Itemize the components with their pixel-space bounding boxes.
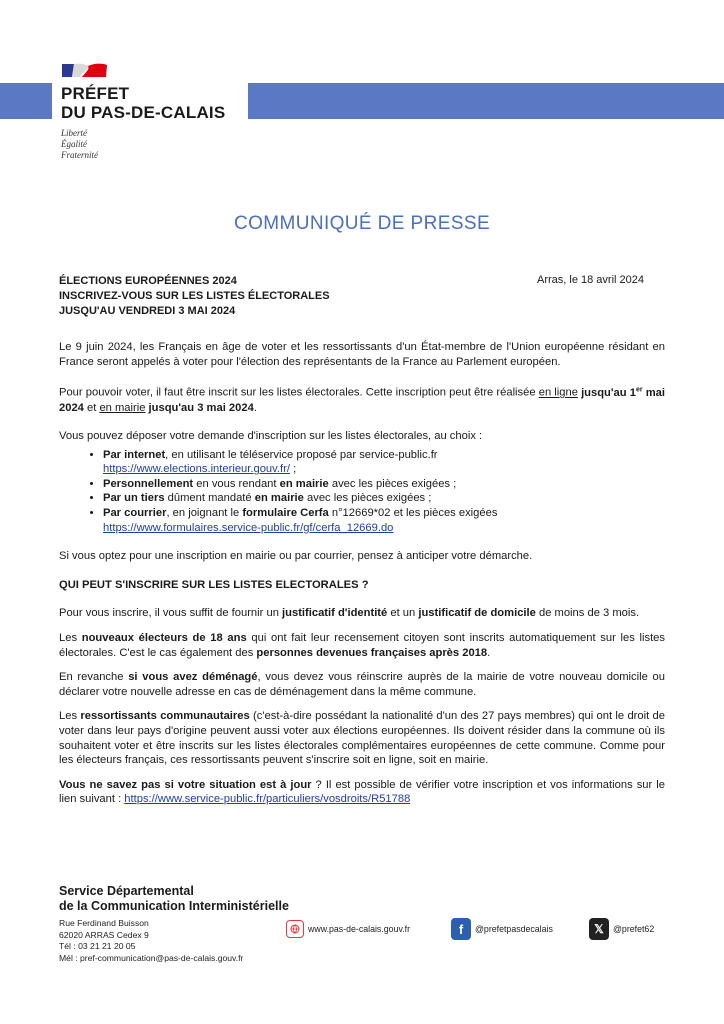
devise-fraternite: Fraternité	[61, 150, 98, 160]
service-line-2: de la Communication Interministérielle	[59, 899, 289, 913]
list-item: • Par courrier, en joignant le formulaire Cerfa n°12669*02 et les pièces exigées https://www.formulaires.service-public.fr/gf/cerfa_12669.do	[103, 506, 665, 535]
x-contact[interactable]	[589, 918, 654, 940]
service-line-1: Service Départemental	[59, 884, 194, 898]
headline	[59, 274, 330, 319]
paragraph-check: Vous ne savez pas si votre situation est à jour ? Il est possible de vérifier votre inscription et vos informations sur le lien suivant : https://www.service-public.fr/particuliers/vosdroits/R51788	[59, 778, 665, 806]
paragraph-registration: Pour pouvoir voter, il faut être inscrit sur les listes électorales. Cette inscription peut être réalisée en ligne jusqu'au 1er mai 2024 et en mairie jusqu'au 3 mai 2024.	[59, 386, 665, 414]
underline-en-mairie: en mairie	[99, 401, 146, 414]
paragraph-documents: Pour vous inscrire, il vous suffit de fournir un justificatif d'identité et un justificatif de domicile de moins de 3 mois.	[59, 607, 640, 620]
paragraph-options-intro: Vous pouvez déposer votre demande d'inscription sur les listes électorales, au choix :	[59, 430, 483, 443]
facebook-icon: f	[451, 918, 471, 940]
service-public-link[interactable]: https://www.service-public.fr/particuliers/vosdroits/R51788	[124, 793, 411, 806]
facebook-handle[interactable]: @prefetpasdecalais	[475, 924, 553, 934]
headline-line-2: INSCRIVEZ-VOUS SUR LES LISTES ÉLECTORALES	[59, 290, 330, 302]
prefet-line-2: DU PAS-DE-CALAIS	[61, 103, 226, 122]
options-list	[59, 448, 665, 536]
list-item: • Par un tiers dûment mandaté en mairie avec les pièces exigées ;	[103, 491, 665, 506]
underline-en-ligne: en ligne	[538, 386, 578, 399]
paragraph-new-voters: Les nouveaux électeurs de 18 ans qui ont fait leur recensement citoyen sont inscrits automatiquement sur les listes électorales. C'est le cas également des personnes devenues françaises après 2018.	[59, 632, 665, 659]
prefet-line-1: PRÉFET	[61, 84, 130, 103]
footer-service	[59, 884, 289, 914]
paragraph-eu-citizens: Les ressortissants communautaires (c'est-à-dire possédant la nationalité d'un des 27 pays membres) qui ont le droit de voter dans leur pays d'origine peuvent aussi voter aux élections européennes. Ils doivent résider dans la commune où ils souhaitent voter et être inscrits sur les listes électorales complémentaires européennes de cette commune. Comme pour les électeurs français, ces ressortissants peuvent s'inscrire soit en ligne, soit en mairie.	[59, 710, 665, 767]
list-item: • Personnellement en vous rendant en mairie avec les pièces exigées ;	[103, 477, 665, 492]
paragraph-moved: En revanche si vous avez déménagé, vous devez vous réinscrire auprès de la mairie de votre nouveau domicile ou déclarer votre nouvelle adresse en cas de déménagement dans la même commune.	[59, 671, 665, 698]
address-phone: Tél : 03 21 21 20 05	[59, 941, 136, 951]
address-city: 62020 ARRAS Cedex 9	[59, 929, 149, 940]
address-street: Rue Ferdinand Buisson	[59, 918, 149, 928]
x-icon: 𝕏	[589, 918, 609, 940]
globe-icon	[286, 920, 304, 938]
facebook-contact[interactable]	[451, 918, 553, 940]
list-item: • Par internet, en utilisant le téléservice proposé par service-public.fr https://www.elections.interieur.gouv.fr/ ;	[103, 448, 665, 477]
devise-liberte: Liberté	[61, 128, 87, 138]
footer-address	[59, 918, 243, 964]
cerfa-link[interactable]: https://www.formulaires.service-public.fr/gf/cerfa_12669.do	[103, 521, 394, 534]
paragraph-anticipate: Si vous optez pour une inscription en mairie ou par courrier, pensez à anticiper votre démarche.	[59, 550, 533, 563]
press-body	[59, 340, 665, 807]
section-question: QUI PEUT S'INSCRIRE SUR LES LISTES ELECTORALES ?	[59, 578, 369, 591]
paragraph-intro: Le 9 juin 2024, les Français en âge de voter et les ressortissants d'un État-membre de l'Union européenne résidant en France seront appelés à voter pour l'élection des représentants de la France au Parlement européen.	[59, 341, 665, 368]
x-handle[interactable]: @prefet62	[613, 924, 655, 934]
elections-link[interactable]: https://www.elections.interieur.gouv.fr/	[103, 463, 290, 476]
prefet-title	[61, 84, 225, 122]
headline-line-3: JUSQU'AU VENDREDI 3 MAI 2024	[59, 305, 236, 317]
devise-egalite: Égalité	[61, 139, 87, 149]
place-date: Arras, le 18 avril 2024	[537, 274, 644, 286]
headline-line-1: ÉLECTIONS EUROPÉENNES 2024	[59, 275, 237, 287]
devise	[61, 128, 98, 161]
address-email: Mél : pref-communication@pas-de-calais.gouv.fr	[59, 952, 244, 963]
website-text[interactable]: www.pas-de-calais.gouv.fr	[308, 924, 411, 934]
page-title: COMMUNIQUÉ DE PRESSE	[233, 213, 491, 234]
website-contact[interactable]	[286, 920, 410, 938]
marianne-flag-icon	[60, 61, 108, 79]
